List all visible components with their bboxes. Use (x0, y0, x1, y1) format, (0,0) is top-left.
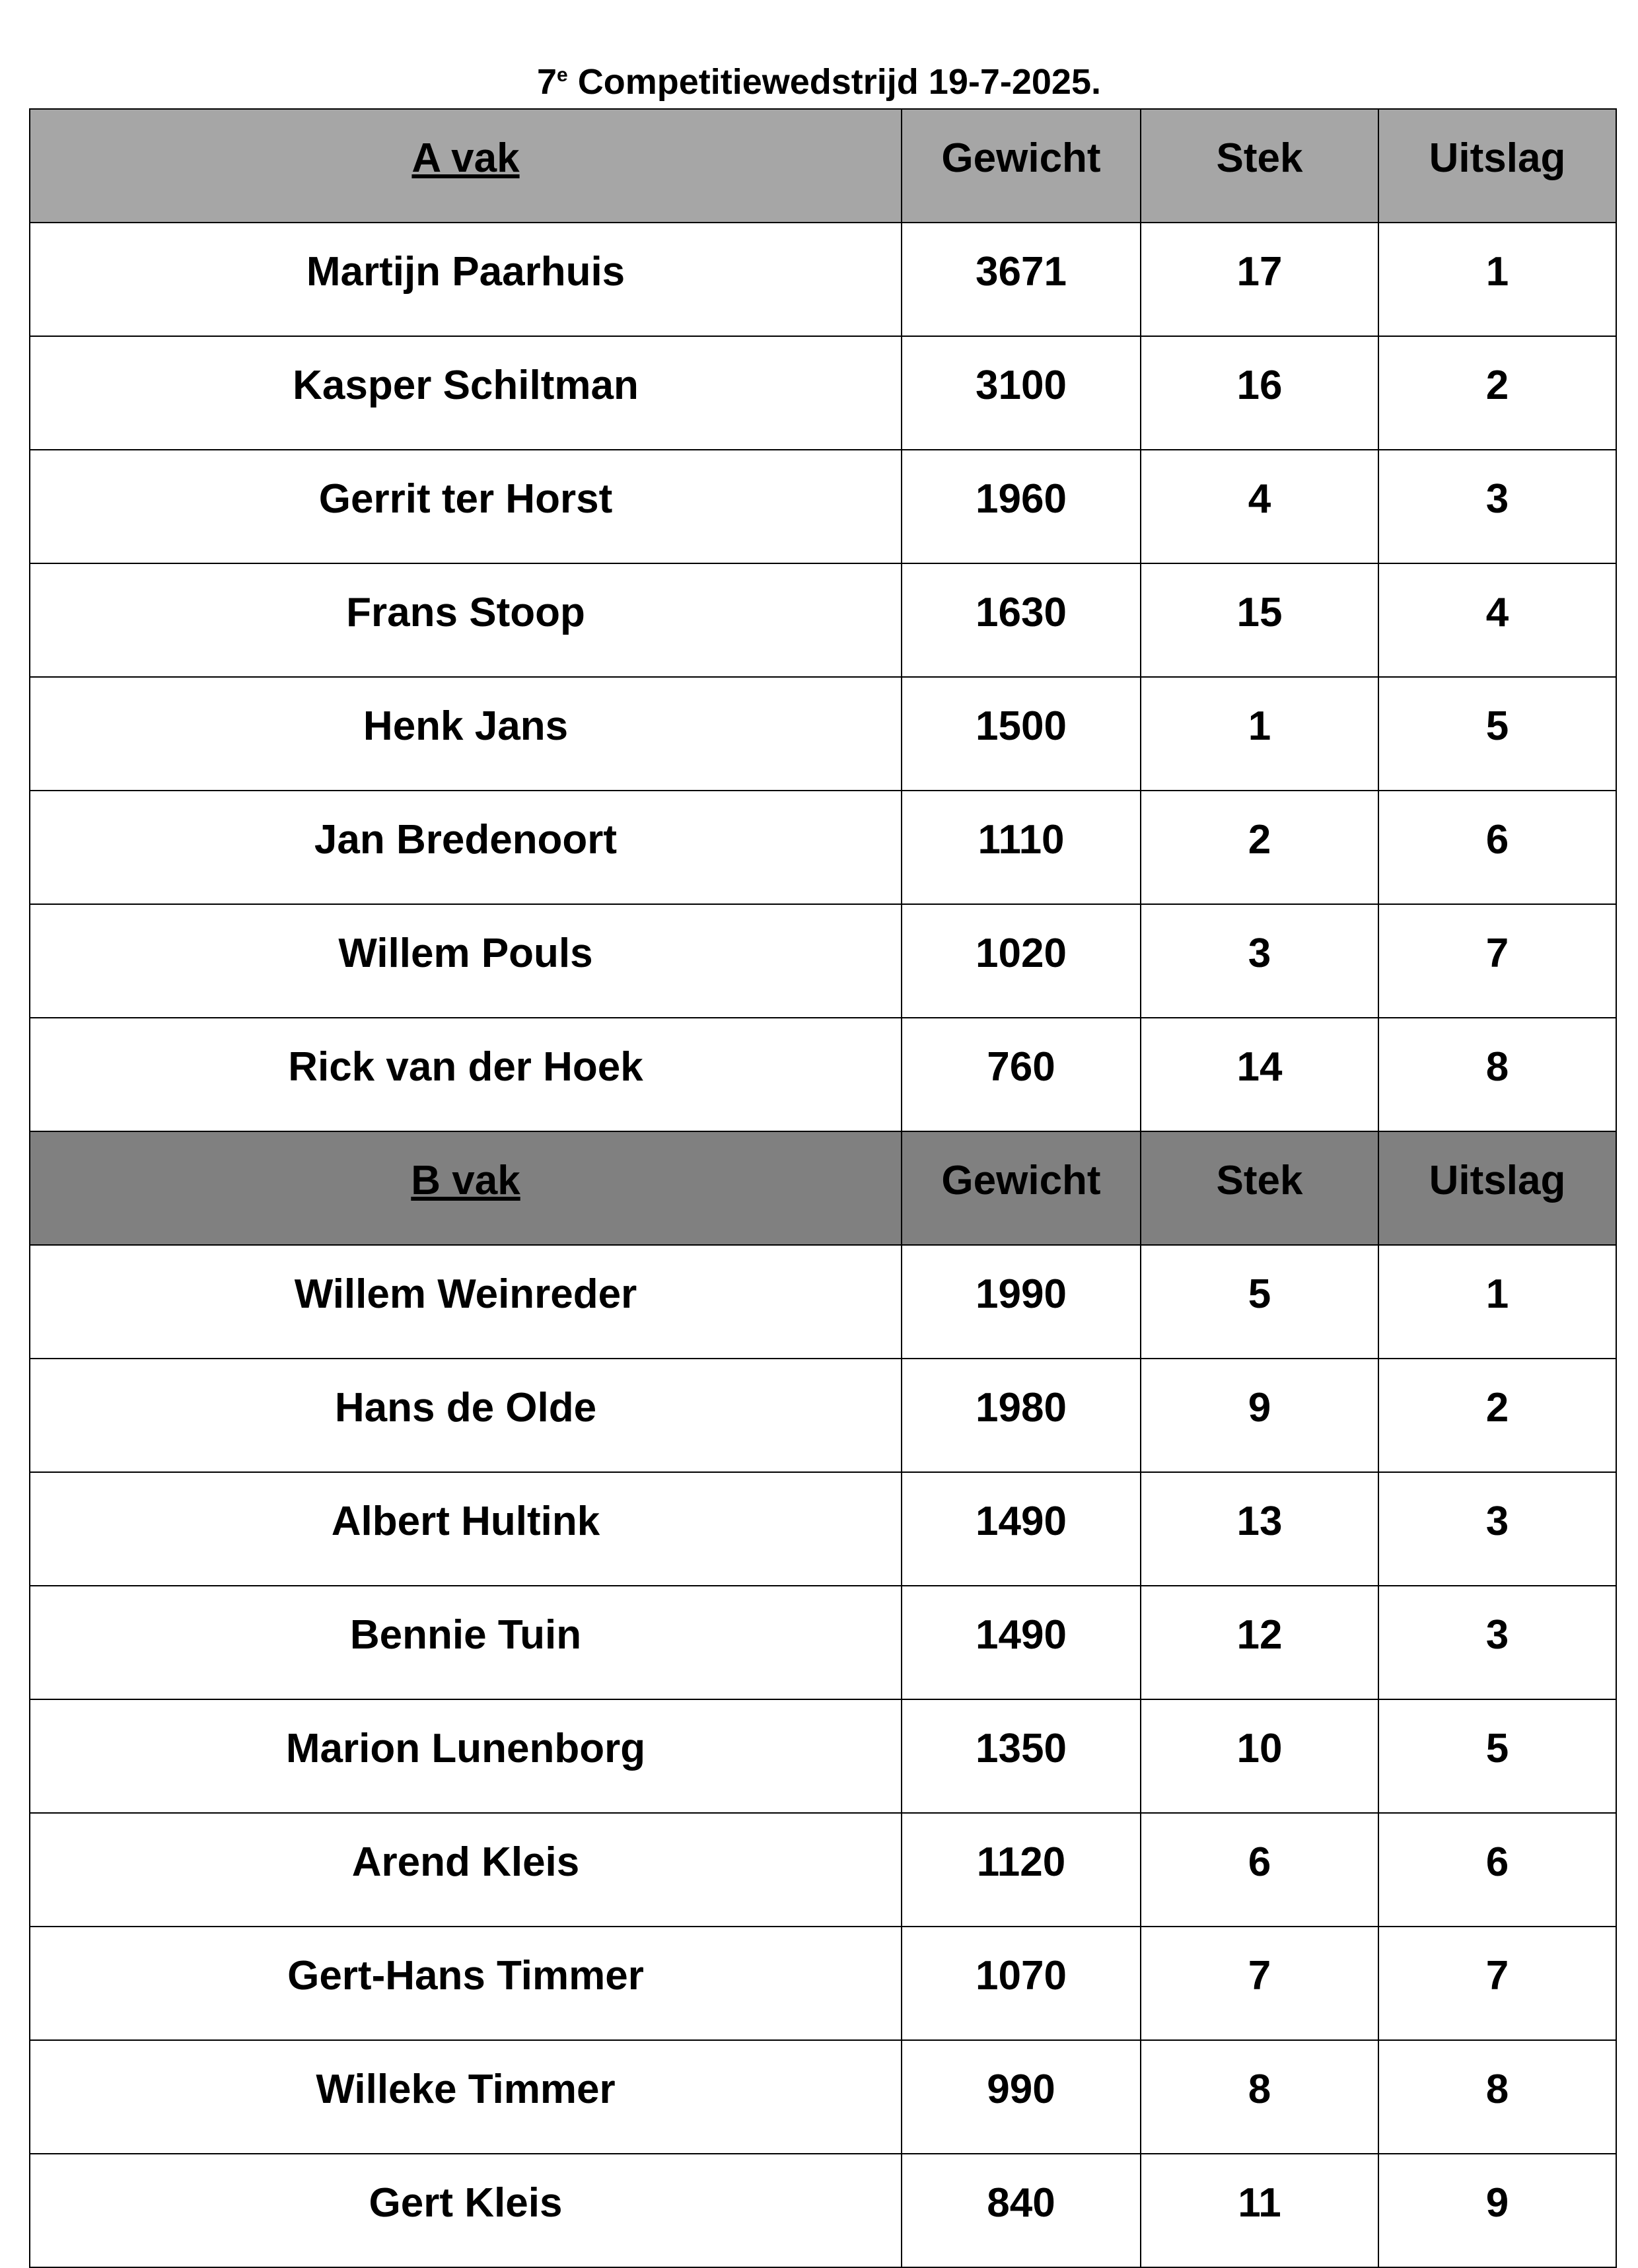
cell-spot: 9 (1141, 1359, 1378, 1472)
cell-name: Hans de Olde (30, 1359, 902, 1472)
title-ordinal: 7 (537, 62, 557, 102)
table-row (30, 1472, 1616, 1586)
cell-spot: 1 (1141, 677, 1378, 791)
cell-spot: 10 (1141, 1699, 1378, 1813)
cell-result: 1 (1378, 223, 1616, 336)
cell-spot: 14 (1141, 1018, 1378, 1131)
cell-name: Rick van der Hoek (30, 1018, 902, 1131)
cell-weight: 1350 (902, 1699, 1141, 1813)
cell-name: Marion Lunenborg (30, 1699, 902, 1813)
cell-result: 9 (1378, 2154, 1616, 2267)
cell-weight: 1110 (902, 791, 1141, 904)
cell-weight: 990 (902, 2040, 1141, 2154)
table-row (30, 223, 1616, 336)
cell-weight: 1630 (902, 563, 1141, 677)
page-title (0, 61, 1638, 103)
table-row (30, 1018, 1616, 1131)
table-row (30, 1245, 1616, 1359)
cell-weight: 1120 (902, 1813, 1141, 1927)
cell-spot: 6 (1141, 1813, 1378, 1927)
title-text: Competitiewedstrijd 19-7-2025. (567, 62, 1101, 102)
table-row (30, 563, 1616, 677)
cell-weight: 1020 (902, 904, 1141, 1018)
cell-weight: 840 (902, 2154, 1141, 2267)
results-table-body (30, 109, 1616, 2267)
cell-result: 6 (1378, 791, 1616, 904)
cell-name: Bennie Tuin (30, 1586, 902, 1699)
cell-name: Henk Jans (30, 677, 902, 791)
cell-spot: 13 (1141, 1472, 1378, 1586)
cell-name: Frans Stoop (30, 563, 902, 677)
cell-name: Albert Hultink (30, 1472, 902, 1586)
results-table (29, 108, 1617, 2268)
cell-result: 2 (1378, 1359, 1616, 1472)
cell-weight: 3100 (902, 336, 1141, 450)
cell-spot: 5 (1141, 1245, 1378, 1359)
table-row (30, 677, 1616, 791)
table-row (30, 450, 1616, 563)
table-row (30, 1699, 1616, 1813)
cell-weight: 1070 (902, 1927, 1141, 2040)
table-row (30, 1813, 1616, 1927)
header-cell-result: Uitslag (1378, 1131, 1616, 1245)
cell-result: 6 (1378, 1813, 1616, 1927)
table-row (30, 904, 1616, 1018)
cell-spot: 2 (1141, 791, 1378, 904)
cell-spot: 4 (1141, 450, 1378, 563)
cell-result: 5 (1378, 1699, 1616, 1813)
cell-weight: 760 (902, 1018, 1141, 1131)
cell-name: Willem Pouls (30, 904, 902, 1018)
header-cell-weight: Gewicht (902, 109, 1141, 223)
cell-name: Arend Kleis (30, 1813, 902, 1927)
section-header-row (30, 109, 1616, 223)
cell-weight: 1980 (902, 1359, 1141, 1472)
header-cell-result: Uitslag (1378, 109, 1616, 223)
cell-spot: 8 (1141, 2040, 1378, 2154)
cell-name: Gert-Hans Timmer (30, 1927, 902, 2040)
cell-result: 5 (1378, 677, 1616, 791)
cell-spot: 7 (1141, 1927, 1378, 2040)
cell-name: Willem Weinreder (30, 1245, 902, 1359)
table-row (30, 2154, 1616, 2267)
header-cell-weight: Gewicht (902, 1131, 1141, 1245)
cell-result: 7 (1378, 904, 1616, 1018)
cell-name: Martijn Paarhuis (30, 223, 902, 336)
cell-spot: 12 (1141, 1586, 1378, 1699)
cell-weight: 1960 (902, 450, 1141, 563)
cell-result: 8 (1378, 1018, 1616, 1131)
cell-result: 2 (1378, 336, 1616, 450)
table-row (30, 336, 1616, 450)
cell-name: Jan Bredenoort (30, 791, 902, 904)
header-cell-name (30, 1131, 902, 1245)
section-title: B vak (411, 1157, 520, 1203)
table-row (30, 1586, 1616, 1699)
section-header-row (30, 1131, 1616, 1245)
cell-spot: 15 (1141, 563, 1378, 677)
section-title: A vak (411, 135, 520, 181)
cell-weight: 3671 (902, 223, 1141, 336)
table-row (30, 791, 1616, 904)
cell-result: 1 (1378, 1245, 1616, 1359)
header-cell-name (30, 109, 902, 223)
cell-name: Gert Kleis (30, 2154, 902, 2267)
cell-name: Willeke Timmer (30, 2040, 902, 2154)
cell-spot: 17 (1141, 223, 1378, 336)
cell-result: 4 (1378, 563, 1616, 677)
cell-weight: 1490 (902, 1472, 1141, 1586)
header-cell-spot: Stek (1141, 1131, 1378, 1245)
cell-result: 3 (1378, 450, 1616, 563)
cell-spot: 16 (1141, 336, 1378, 450)
cell-result: 3 (1378, 1472, 1616, 1586)
header-cell-spot: Stek (1141, 109, 1378, 223)
cell-spot: 3 (1141, 904, 1378, 1018)
title-superscript: e (557, 64, 568, 86)
cell-weight: 1500 (902, 677, 1141, 791)
cell-name: Gerrit ter Horst (30, 450, 902, 563)
cell-name: Kasper Schiltman (30, 336, 902, 450)
cell-result: 7 (1378, 1927, 1616, 2040)
cell-result: 8 (1378, 2040, 1616, 2154)
table-row (30, 1927, 1616, 2040)
cell-result: 3 (1378, 1586, 1616, 1699)
cell-weight: 1990 (902, 1245, 1141, 1359)
table-row (30, 2040, 1616, 2154)
cell-weight: 1490 (902, 1586, 1141, 1699)
table-row (30, 1359, 1616, 1472)
cell-spot: 11 (1141, 2154, 1378, 2267)
